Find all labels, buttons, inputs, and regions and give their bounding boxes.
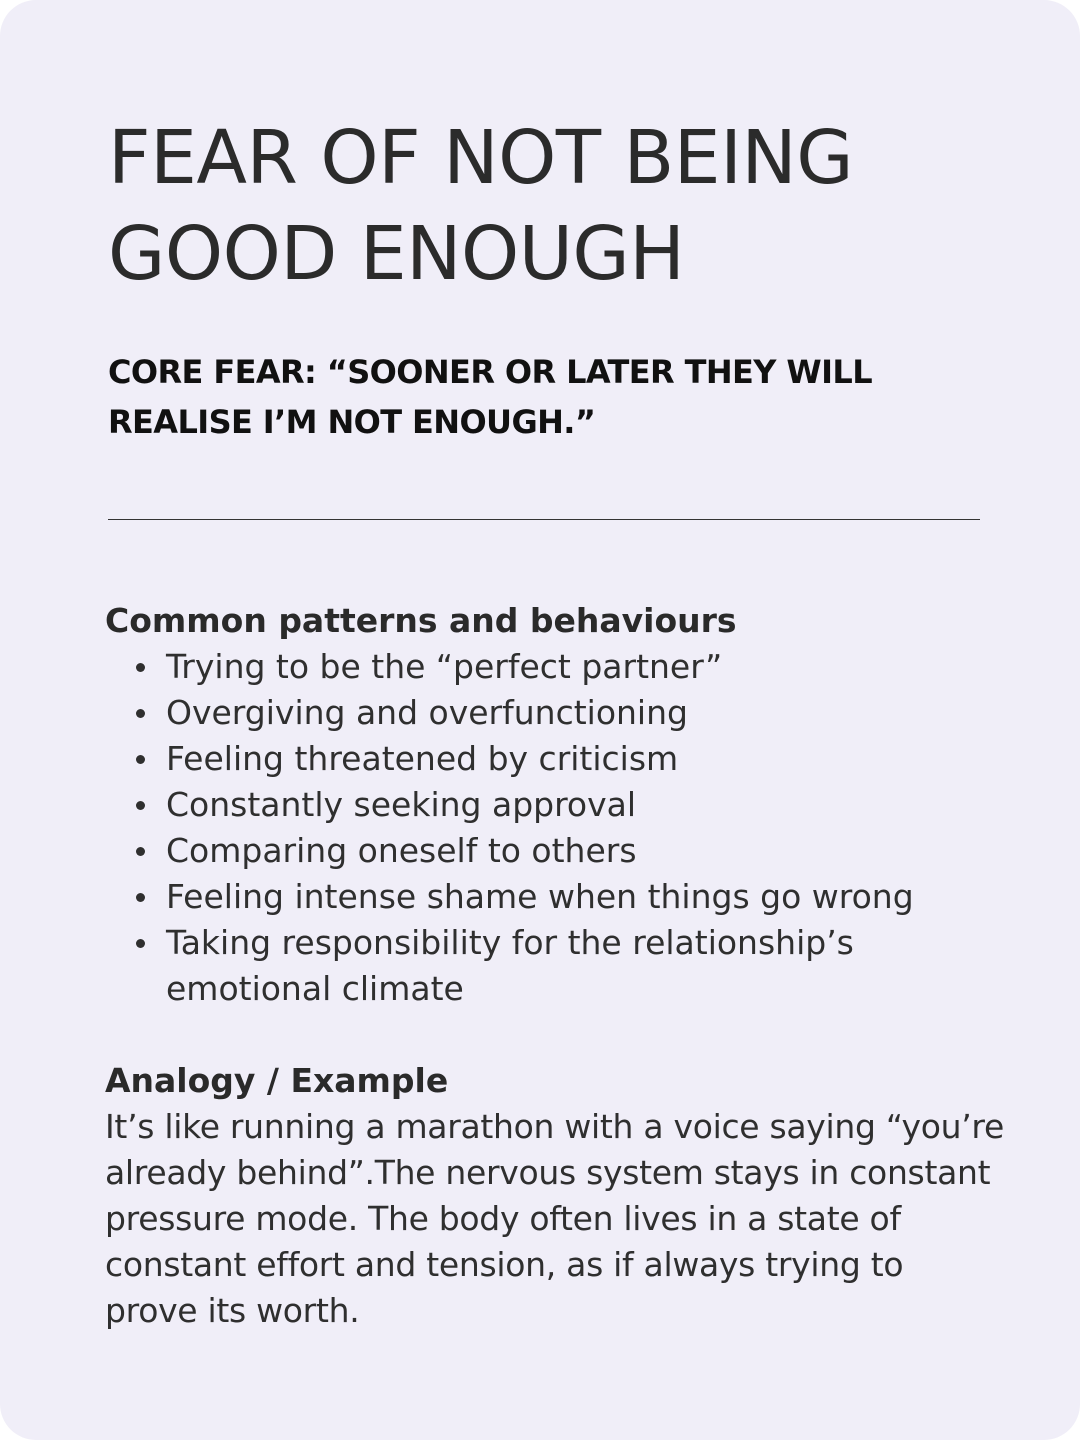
list-item: Trying to be the “perfect partner” [105,644,995,690]
list-item: Constantly seeking approval [105,782,995,828]
list-item: Taking responsibility for the relationship’s emotional climate [105,920,995,1012]
patterns-heading: Common patterns and behaviours [105,601,737,640]
divider [108,519,980,520]
list-item: Feeling threatened by criticism [105,736,995,782]
analogy-heading: Analogy / Example [105,1061,449,1100]
page-title: FEAR OF NOT BEING GOOD ENOUGH [108,115,854,297]
list-item: Comparing oneself to others [105,828,995,874]
analogy-paragraph: It’s like running a marathon with a voice saying “you’re already behind”.The nervous system stays in constant pressure mode. The body often lives in a state of constant effort and tension, as if always trying to prove its worth. [105,1107,1004,1330]
patterns-list [105,644,995,1012]
list-item: Overgiving and overfunctioning [105,690,995,736]
list-item: Feeling intense shame when things go wrong [105,874,995,920]
core-fear-statement: CORE FEAR: “SOONER OR LATER THEY WILL REALISE I’M NOT ENOUGH.” [108,353,872,441]
